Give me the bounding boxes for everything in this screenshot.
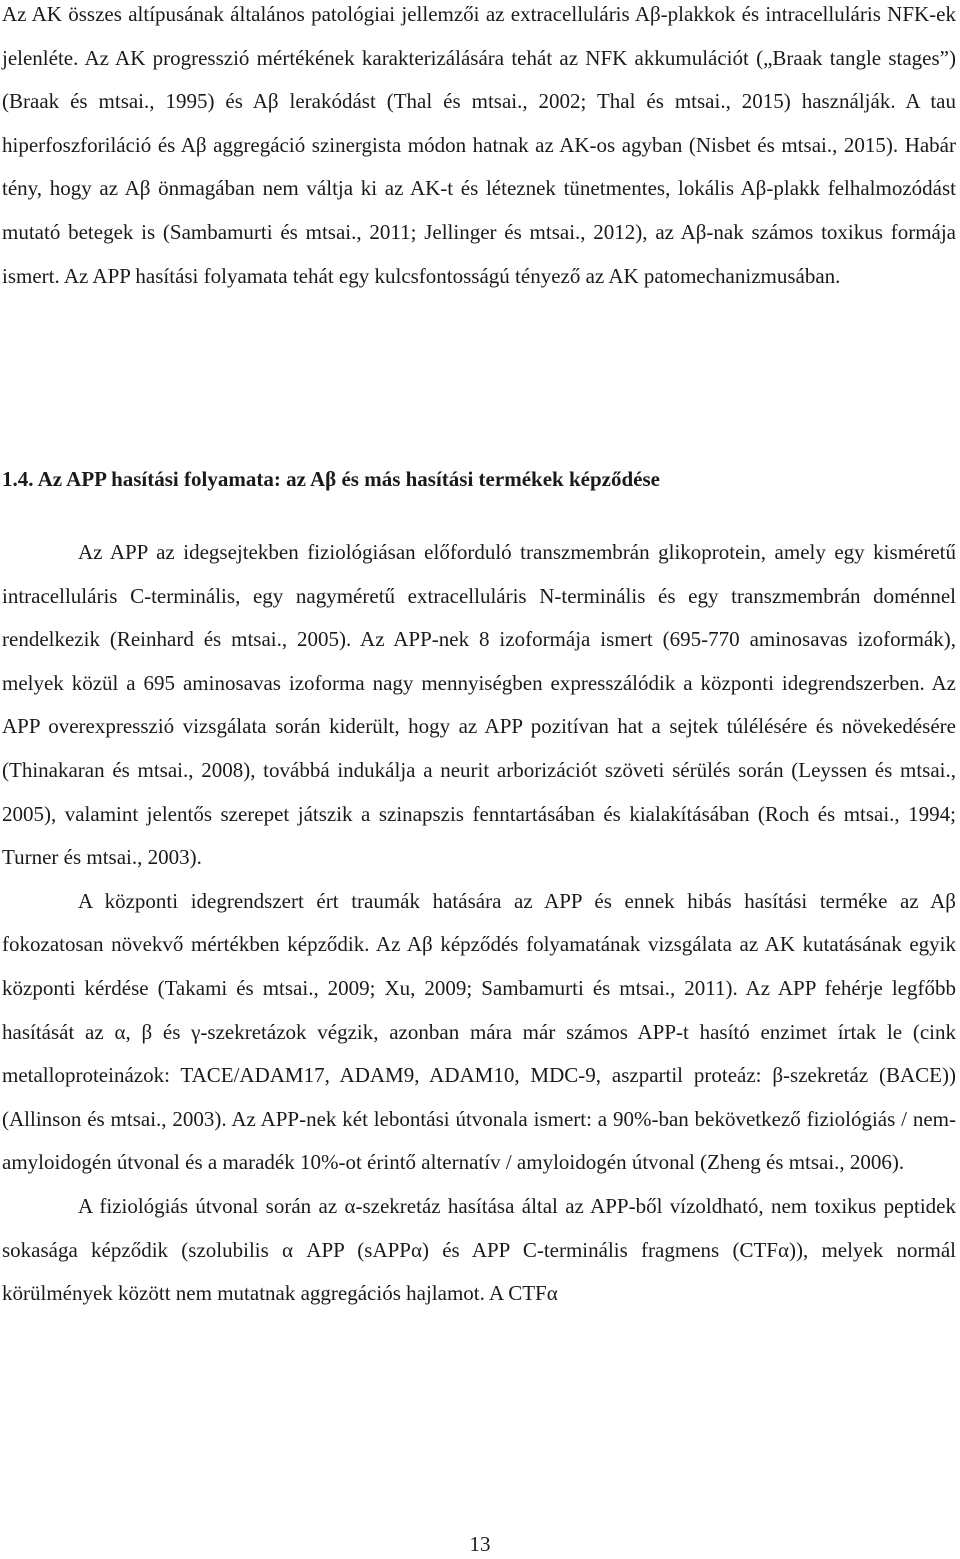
paragraph-3: A központi idegrendszert ért traumák hatására az APP és ennek hibás hasítási terméke az Aβ fokozatosan növekvő mértékben képződik. Az Aβ képződés folyamatának vizsgálata az AK kutatásának egyik központi kérdése (Takami és mtsai., 2009; Xu, 2009; Sambamurti és mtsai., 2011). Az APP fehérje legfőbb hasítását az α, β és γ-szekretázok végzik, azonban mára már számos APP-t hasító enzimet írtak le (cink metalloproteinázok: TACE/ADAM17, ADAM9, ADAM10, MDC-9, aszpartil proteáz: β-szekretáz (BACE)) (Allinson és mtsai., 2003). Az APP-nek két lebontási útvonala ismert: a 90%-ban bekövetkező fiziológiás / nem-amyloidogén útvonal és a maradék 10%-ot érintő alternatív / amyloidogén útvonal (Zheng és mtsai., 2006). [2, 888, 956, 1175]
section-heading: 1.4. Az APP hasítási folyamata: az Aβ és más hasítási termékek képződése [2, 467, 660, 491]
paragraph-4: A fiziológiás útvonal során az α-szekretáz hasítása által az APP-ből vízoldható, nem toxikus peptidek sokasága képződik (szolubilis α APP (sAPPα) és APP C-terminális fragmens (CTFα)), melyek normál körülmények között nem mutatnak aggregációs hajlamot. A CTFα [2, 1193, 956, 1306]
paragraph-1: Az AK összes altípusának általános patológiai jellemzői az extracelluláris Aβ-plakkok és intracelluláris NFK-ek jelenléte. Az AK progresszió mértékének karakterizálására tehát az NFK akkumulációt („Braak tangle stages”) (Braak és mtsai., 1995) és Aβ lerakódást (Thal és mtsai., 2002; Thal és mtsai., 2015) használják. A tau hiperfoszforiláció és Aβ aggregáció szinergista módon hatnak az AK-os agyban (Nisbet és mtsai., 2015). Habár tény, hogy az Aβ önmagában nem váltja ki az AK-t és léteznek tünetmentes, lokális Aβ-plakk felhalmozódást mutató betegek is (Sambamurti és mtsai., 2011; Jellinger és mtsai., 2012), az Aβ-nak számos toxikus formája ismert. Az APP hasítási folyamata tehát egy kulcsfontosságú tényező az AK patomechanizmusában. [2, 2, 956, 288]
page-number: 13 [469, 1532, 491, 1556]
paragraph-2: Az APP az idegsejtekben fiziológiásan előforduló transzmembrán glikoprotein, amely egy kisméretű intracelluláris C-terminális, egy nagyméretű extracelluláris N-terminális és egy transzmembrán doménnel rendelkezik (Reinhard és mtsai., 2005). Az APP-nek 8 izoformája ismert (695-770 aminosavas izoformák), melyek közül a 695 aminosavas izoforma nagy mennyiségben expresszálódik a központi idegrendszerben. Az APP overexpresszió vizsgálata során kiderült, hogy az APP pozitívan hat a sejtek túlélésére és növekedésére (Thinakaran és mtsai., 2008), továbbá indukálja a neurit arborizációt szöveti sérülés során (Leyssen és mtsai., 2005), valamint jelentős szerepet játszik a szinapszis fenntartásában és kialakításában (Roch és mtsai., 1994; Turner és mtsai., 2003). [2, 540, 956, 870]
section-body [2, 531, 956, 1316]
paragraph-block [2, 0, 956, 298]
